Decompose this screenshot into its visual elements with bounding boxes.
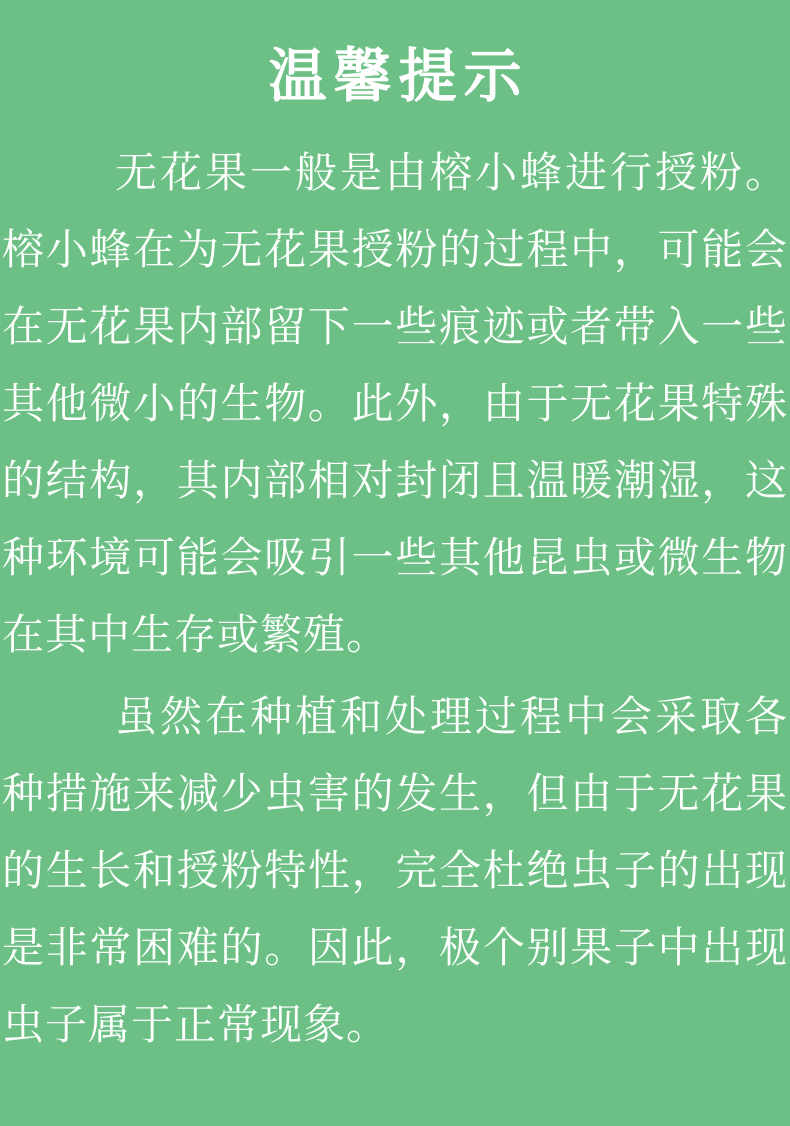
notice-title: 温馨提示	[268, 44, 529, 109]
notice-body	[0, 134, 790, 1063]
notice-paragraph-2: 虽然在种植和处理过程中会采取各种措施来减少虫害的发生，但由于无花果的生长和授粉特性，完全杜绝虫子的出现是非常困难的。因此，极个别果子中出现虫子属于正常现象。	[2, 693, 788, 1048]
notice-paragraph-1: 无花果一般是由榕小蜂进行授粉。榕小蜂在为无花果授粉的过程中，可能会在无花果内部留下一些痕迹或者带入一些其他微小的生物。此外，由于无花果特殊的结构，其内部相对封闭且温暖潮湿，这种环境可能会吸引一些其他昆虫或微生物在其中生存或繁殖。	[2, 149, 788, 658]
